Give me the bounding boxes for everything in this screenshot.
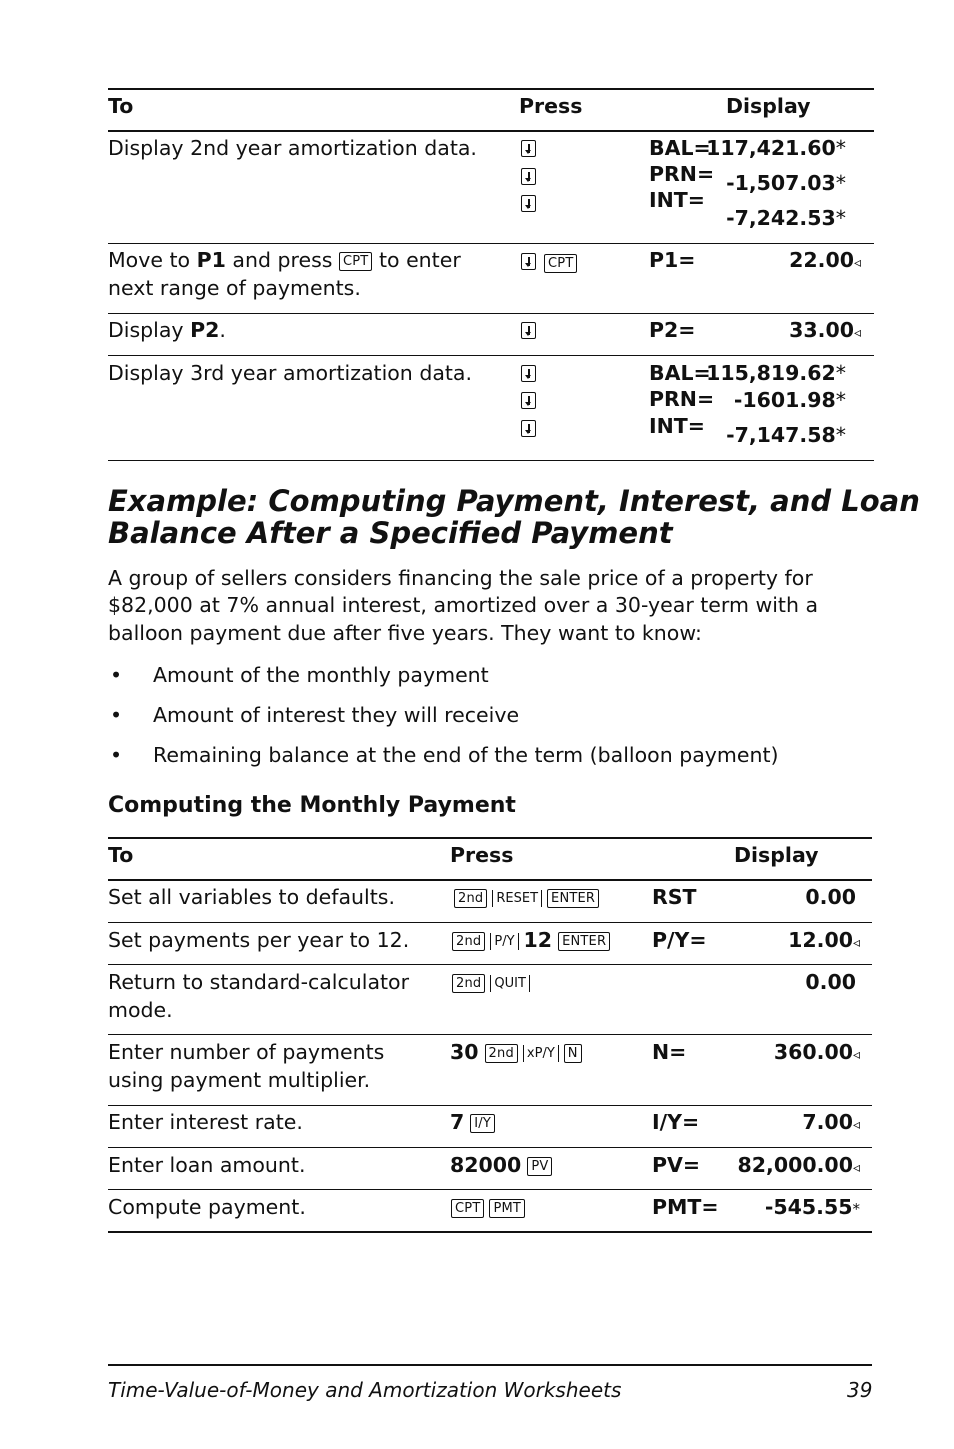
press-number: 82000 — [450, 1153, 522, 1177]
row-divider — [108, 1034, 872, 1035]
table1-header-rule — [108, 130, 874, 132]
display-label: PMT= — [652, 1195, 719, 1219]
n-key: N — [564, 1044, 582, 1063]
table2-top-rule — [108, 837, 872, 839]
table2-row3-description-line2: mode. — [108, 998, 173, 1022]
table2-row4-description: Enter number of payments — [108, 1040, 385, 1064]
display-label: P/Y= — [652, 928, 707, 952]
row-divider — [108, 355, 874, 356]
display-value: 33.00◃ — [789, 318, 861, 342]
down-arrow-key-icon — [521, 322, 536, 343]
list-item: Amount of interest they will receive — [153, 703, 520, 727]
row-divider — [108, 964, 872, 965]
row-divider — [108, 1105, 872, 1106]
table1-bottom-rule — [108, 460, 874, 461]
display-label: BAL= — [649, 361, 711, 385]
table2-row1-description: Set all variables to defaults. — [108, 885, 395, 909]
press-keys — [450, 1039, 587, 1066]
display-value: 0.00 — [805, 885, 856, 909]
display-value: 0.00 — [805, 970, 856, 994]
pv-key: PV — [527, 1157, 552, 1176]
footer-rule — [108, 1364, 872, 1366]
table2-header-press: Press — [450, 843, 514, 867]
2nd-key: 2nd — [452, 974, 485, 993]
example-heading-line2: Balance After a Specified Payment — [108, 516, 673, 550]
display-label: N= — [652, 1040, 687, 1064]
bullet-icon: • — [110, 703, 123, 727]
example-paragraph-line2: $82,000 at 7% annual interest, amortized over a 30-year term with a — [108, 593, 819, 617]
row-divider — [108, 922, 872, 923]
row-divider — [108, 313, 874, 314]
display-label: P1= — [649, 248, 696, 272]
table2-header-display: Display — [734, 843, 819, 867]
display-value: 7.00◃ — [802, 1110, 860, 1134]
page-number: 39 — [847, 1378, 873, 1402]
table2-row2-description: Set payments per year to 12. — [108, 928, 410, 952]
table1-row2-description: Move to P1 and press CPT to enter — [108, 248, 461, 272]
display-value: -7,147.58* — [726, 423, 846, 447]
display-label: BAL= — [649, 136, 711, 160]
enter-key: ENTER — [547, 889, 599, 908]
pmt-key: PMT — [489, 1199, 525, 1218]
table1-header-display: Display — [726, 94, 811, 118]
display-label: RST — [652, 885, 697, 909]
example-paragraph-line1: A group of sellers considers financing the sale price of a property for — [108, 566, 813, 590]
2nd-key: 2nd — [485, 1044, 518, 1063]
display-value: -7,242.53* — [726, 206, 846, 230]
row-divider — [108, 1147, 872, 1148]
reset-key: RESET — [492, 890, 542, 907]
press-number: 7 — [450, 1110, 465, 1134]
table1-top-rule — [108, 88, 874, 90]
quit-key: QUIT — [490, 975, 530, 992]
2nd-key: 2nd — [452, 932, 485, 951]
press-keys — [450, 1152, 557, 1179]
display-label: INT= — [649, 188, 705, 212]
subheading: Computing the Monthly Payment — [108, 793, 516, 818]
cpt-key: CPT — [544, 254, 577, 273]
display-label: PV= — [652, 1153, 701, 1177]
display-value: 115,819.62* — [706, 361, 846, 385]
table2-header-rule — [108, 879, 872, 881]
table2-header-to: To — [108, 843, 134, 867]
press-keys — [521, 252, 582, 273]
press-keys — [451, 1194, 530, 1221]
cpt-key: CPT — [451, 1199, 484, 1218]
footer-title: Time-Value-of-Money and Amortization Worksheets — [108, 1378, 622, 1402]
2nd-key: 2nd — [454, 889, 487, 908]
display-value: 360.00◃ — [773, 1040, 860, 1064]
press-number: 12 — [523, 928, 553, 952]
display-value: 117,421.60* — [706, 136, 846, 160]
table2-row6-description: Enter loan amount. — [108, 1153, 306, 1177]
display-value: -545.55* — [764, 1195, 860, 1219]
down-arrow-key-icon — [521, 140, 536, 161]
display-value: 22.00◃ — [789, 248, 861, 272]
display-value: -1,507.03* — [726, 171, 846, 195]
display-value: 12.00◃ — [788, 928, 860, 952]
display-value: -1601.98* — [733, 388, 846, 412]
cpt-key: CPT — [339, 252, 372, 271]
list-item: Remaining balance at the end of the term (balloon payment) — [153, 743, 779, 767]
display-label: INT= — [649, 414, 705, 438]
bullet-icon: • — [110, 743, 123, 767]
bullet-icon: • — [110, 663, 123, 687]
table1-row1-description: Display 2nd year amortization data. — [108, 136, 477, 160]
row-divider — [108, 243, 874, 244]
display-label: P2= — [649, 318, 696, 342]
table1-header-to: To — [108, 94, 134, 118]
table2-row4-description-line2: using payment multiplier. — [108, 1068, 371, 1092]
example-heading-line1: Example: Computing Payment, Interest, and Loan — [108, 484, 920, 518]
press-number: 30 — [450, 1040, 479, 1064]
press-keys — [452, 927, 615, 954]
down-arrow-key-icon — [521, 365, 536, 386]
example-paragraph-line3: balloon payment due after five years. They want to know: — [108, 621, 702, 645]
press-keys — [454, 884, 604, 911]
iy-key: I/Y — [470, 1114, 495, 1133]
display-value: 82,000.00◃ — [737, 1153, 860, 1177]
enter-key: ENTER — [558, 932, 610, 951]
table1-row4-description: Display 3rd year amortization data. — [108, 361, 473, 385]
xpy-key: xP/Y — [523, 1045, 559, 1062]
row-divider — [108, 1189, 872, 1190]
down-arrow-key-icon — [521, 392, 536, 413]
table1-row3-description: Display P2. — [108, 318, 226, 342]
press-keys — [452, 969, 535, 996]
py-key: P/Y — [490, 933, 518, 950]
list-item: Amount of the monthly payment — [153, 663, 489, 687]
table2-row7-description: Compute payment. — [108, 1195, 306, 1219]
display-label: PRN= — [649, 387, 715, 411]
table1-header-press: Press — [519, 94, 583, 118]
display-label: PRN= — [649, 162, 715, 186]
table2-row5-description: Enter interest rate. — [108, 1110, 303, 1134]
table2-bottom-rule — [108, 1231, 872, 1233]
table1-row2-description-line2: next range of payments. — [108, 276, 361, 300]
press-keys — [450, 1109, 500, 1136]
down-arrow-key-icon — [521, 195, 536, 216]
down-arrow-key-icon — [521, 420, 536, 441]
display-label: I/Y= — [652, 1110, 700, 1134]
table2-row3-description: Return to standard-calculator — [108, 970, 410, 994]
down-arrow-key-icon — [521, 253, 536, 270]
down-arrow-key-icon — [521, 168, 536, 189]
